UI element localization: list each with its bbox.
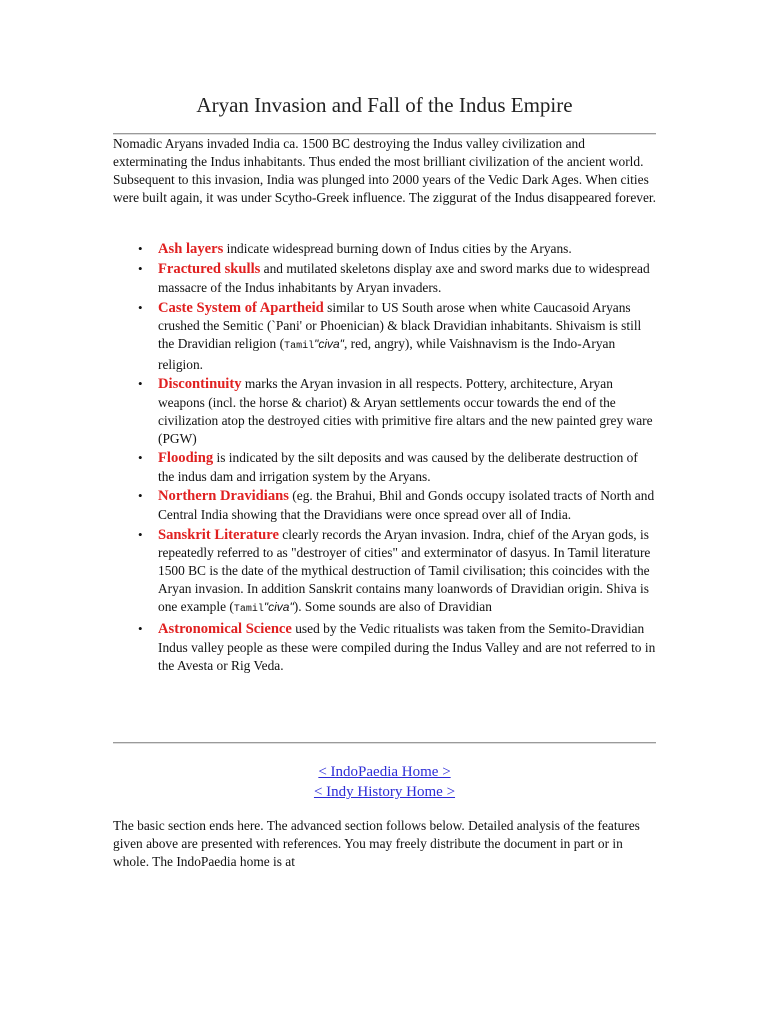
list-item: [138, 487, 656, 524]
feature-text: is indicated by the silt deposits and was caused by the deliberate destruction of the indus dam and irrigation system by the Aryans.: [158, 450, 638, 484]
indy-history-home-link[interactable]: < Indy History Home >: [313, 784, 456, 800]
bullet-icon: •: [138, 488, 143, 504]
tamil-label: Tamil: [233, 603, 264, 615]
tamil-label: Tamil: [284, 341, 315, 353]
civa-term: "civa": [314, 337, 344, 352]
bottom-divider: [113, 742, 656, 744]
keyword-discontinuity: Discontinuity: [158, 376, 242, 393]
list-item: [138, 260, 656, 297]
keyword-astronomical-science: Astronomical Science: [158, 621, 292, 638]
list-item: [138, 449, 656, 486]
bullet-icon: •: [138, 261, 143, 277]
keyword-fractured-skulls: Fractured skulls: [158, 261, 261, 278]
bullet-icon: •: [138, 299, 143, 315]
nav-links: [113, 762, 656, 802]
feature-text: clearly records the Aryan invasion. Indra, chief of the Aryan gods, is repeatedly referred to as "destroyer of cities" and exterminator of dasyus. In Tamil literature 1500 BC is the date of the mythical destruction of Tamil civilisation; this coincides with the Aryan invasion. In addition Sanskrit contains many loanwords of Dravidian origin. Shiva is one example (: [158, 526, 651, 614]
feature-list: [113, 240, 656, 676]
bullet-icon: •: [138, 526, 143, 542]
page-title: Aryan Invasion and Fall of the Indus Empire: [196, 93, 573, 117]
feature-text: indicate widespread burning down of Indus cities by the Aryans.: [223, 241, 572, 256]
feature-text-after: ). Some sounds are also of Dravidian: [293, 598, 492, 614]
list-item: [138, 620, 656, 674]
feature-text: marks the Aryan invasion in all respects. Pottery, architecture, Aryan weapons (incl. the horse & chariot) & Aryan settlements occur towards the end of the civilization atop the destroyed cities with primitive fire altars and the new painted grey ware (PGW): [158, 376, 653, 446]
feature-text: used by the Vedic ritualists was taken from the Semito-Dravidian Indus valley people as these were compiled during the Indus Valley and are not referred to in the Avesta or Rig Veda.: [158, 621, 656, 673]
bullet-icon: •: [138, 450, 143, 466]
intro-paragraph: Nomadic Aryans invaded India ca. 1500 BC destroying the Indus valley civilization and exterminating the Indus inhabitants. Thus ended the most brilliant civilization of the ancient world. Subsequent to this invasion, India was plunged into 2000 years of the Vedic Dark Ages. When cities were built again, it was under Scytho-Greek influence. The ziggurat of the Indus disappeared forever.: [113, 136, 656, 205]
keyword-flooding: Flooding: [158, 450, 214, 467]
list-item: [138, 240, 656, 259]
feature-text-after: , red, angry), while Vaishnavism is the Indo-Aryan religion.: [158, 336, 616, 372]
civa-term: "civa": [263, 599, 294, 614]
list-item: [138, 299, 656, 374]
bullet-icon: •: [138, 376, 143, 392]
feature-text: and mutilated skeletons display axe and sword marks due to widespread massacre of the Indus inhabitants by Aryan invaders.: [158, 261, 650, 296]
bullet-icon: •: [138, 241, 143, 256]
keyword-northern-dravidians: Northern Dravidians: [158, 488, 289, 505]
feature-text: (eg. the Brahui, Bhil and Gonds occupy isolated tracts of North and Central India showing that the Dravidians were once spread over all of India.: [158, 488, 655, 523]
keyword-sanskrit-literature: Sanskrit Literature: [158, 526, 279, 543]
indopaedia-home-link[interactable]: < IndoPaedia Home >: [318, 764, 451, 780]
keyword-ash-layers: Ash layers: [158, 241, 224, 257]
list-item: [138, 526, 656, 619]
feature-text: similar to US South arose when white Caucasoid Aryans crushed the Semitic (`Pani' or Phoenician) & black Dravidian inhabitants. Shivaism is still the Dravidian religion (: [158, 299, 642, 352]
keyword-caste-system: Caste System of Apartheid: [158, 299, 324, 316]
bullet-icon: •: [138, 621, 143, 637]
outro-paragraph: The basic section ends here. The advanced section follows below. Detailed analysis of the features given above are presented with references. You may freely distribute the document in part or in whole. The IndoPaedia home is at: [113, 818, 640, 869]
list-item: [138, 375, 656, 447]
